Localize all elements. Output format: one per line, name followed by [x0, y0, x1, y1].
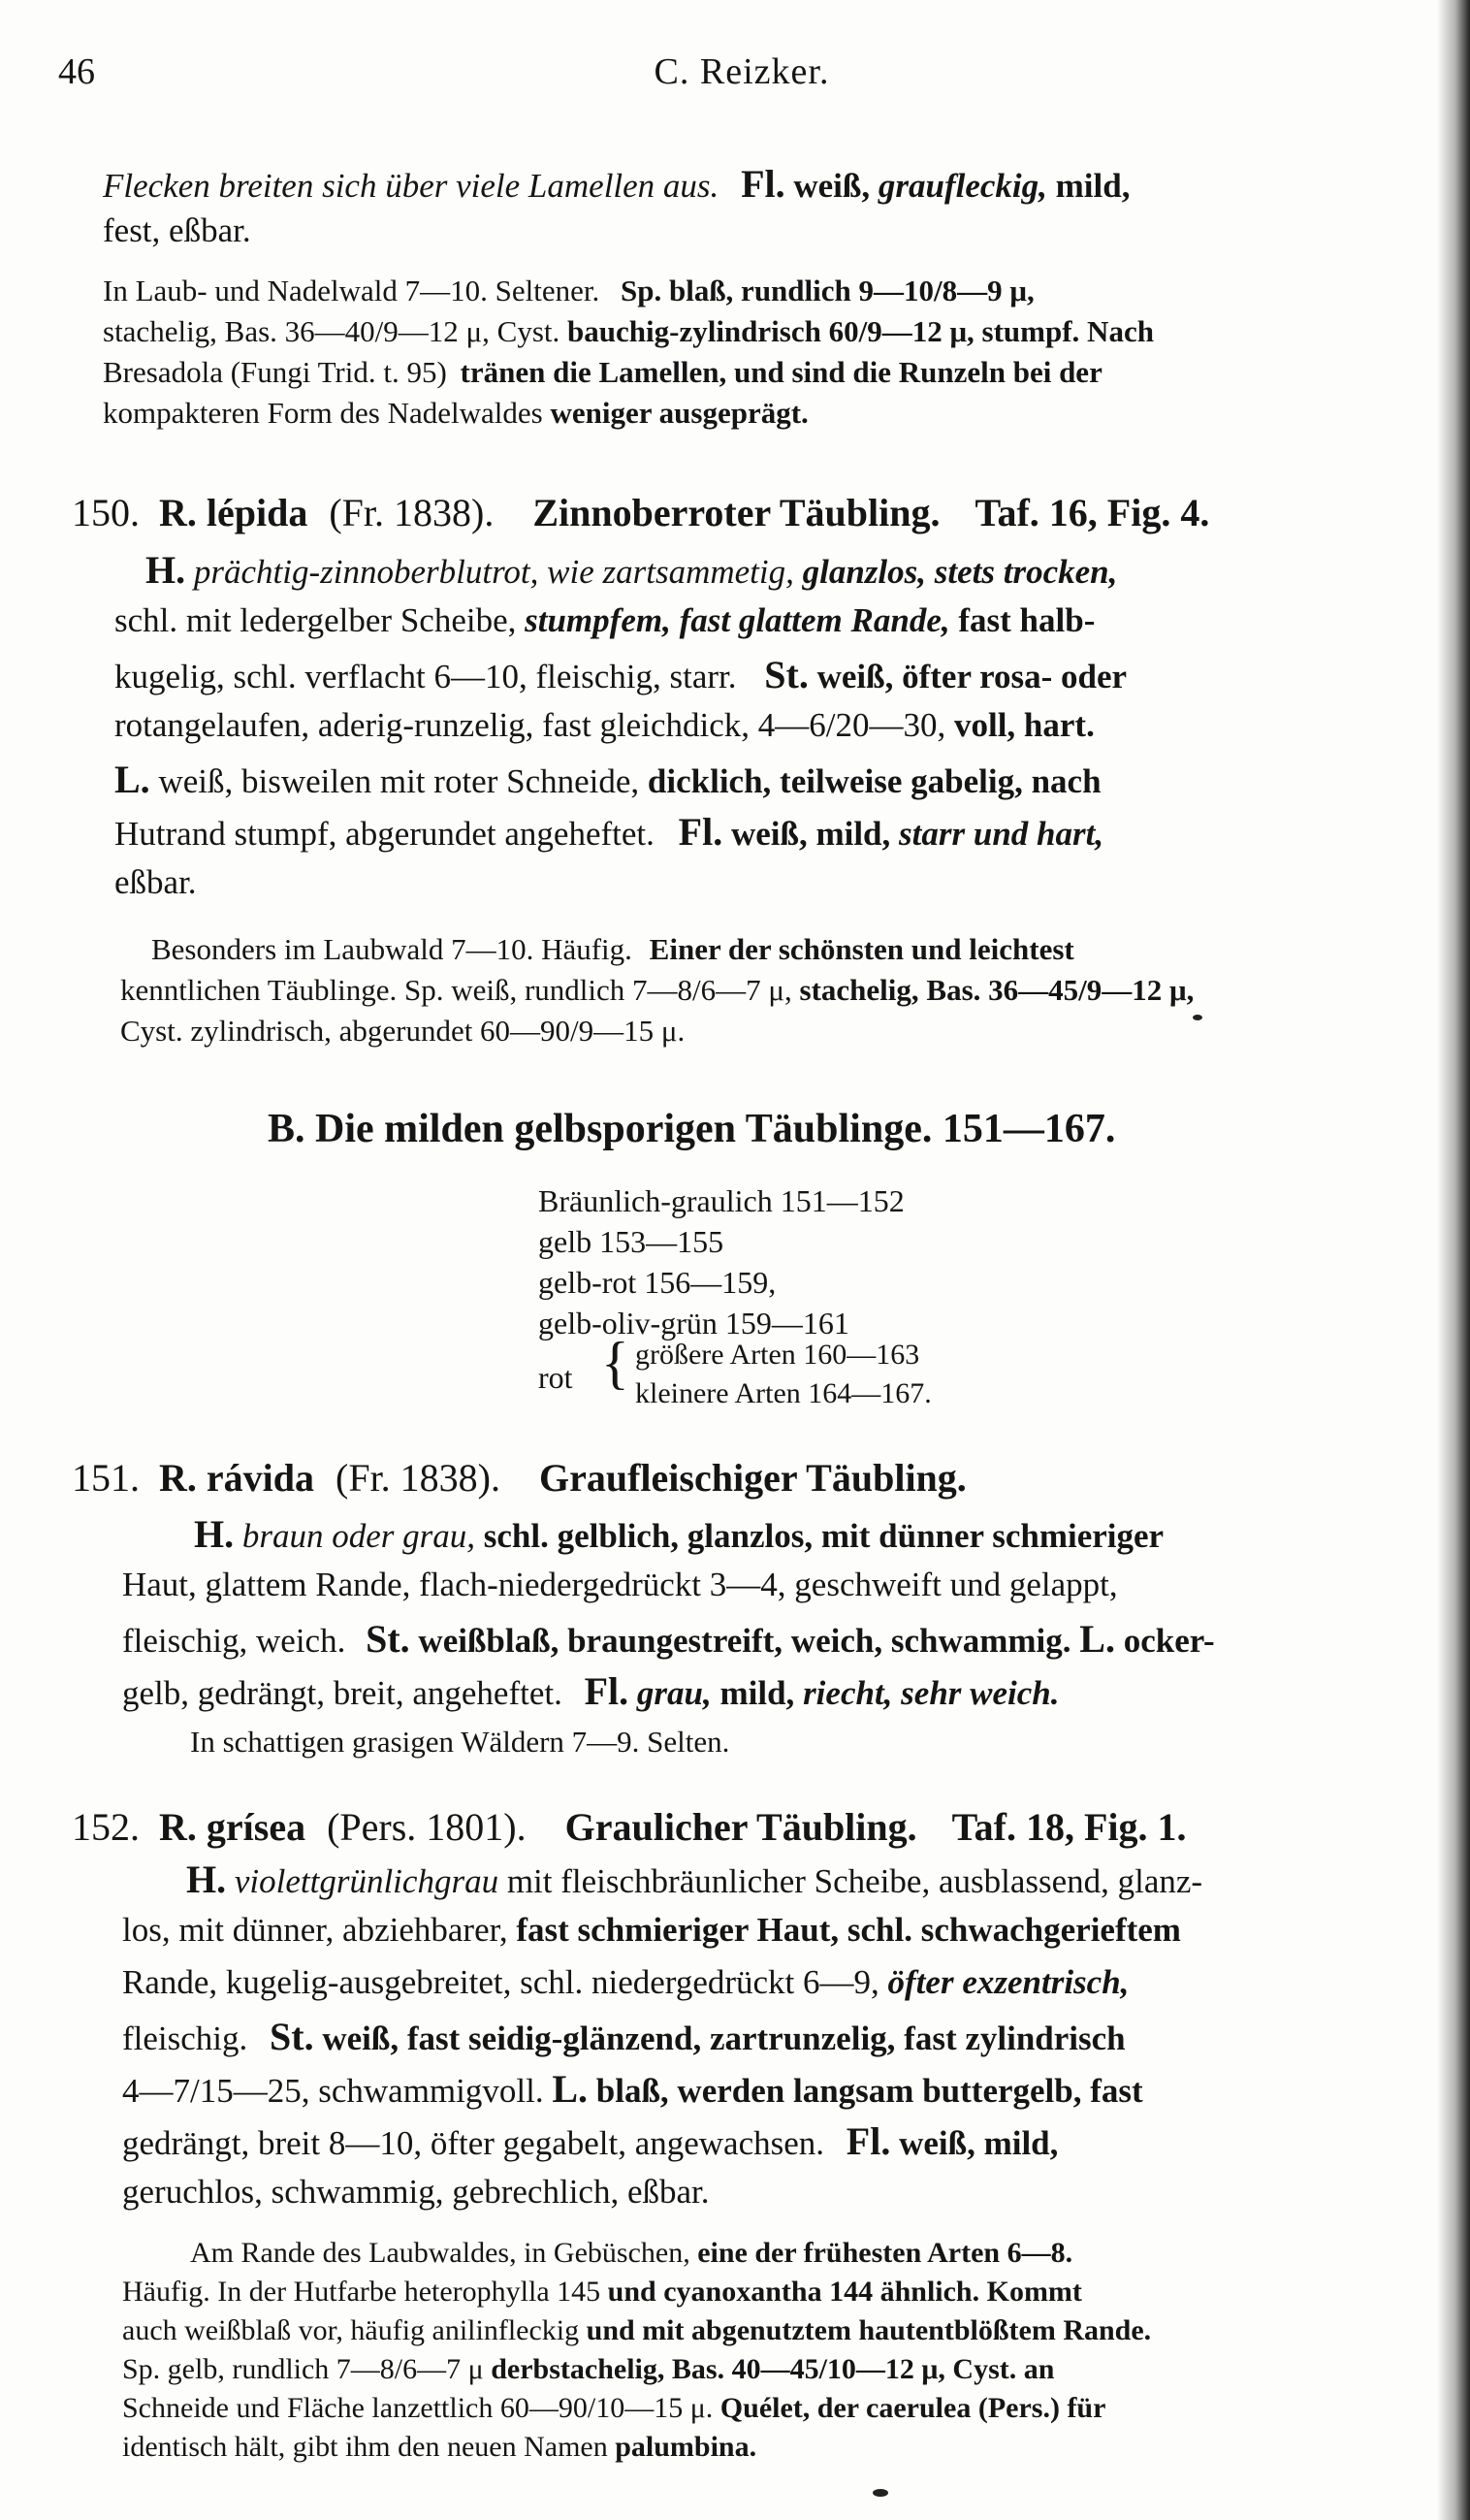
- note-line: [122, 2316, 1151, 2345]
- text-span: fast schmieriger Haut, schl. schwachgerieftem: [516, 1911, 1181, 1949]
- text-span: Sp. blaß, rundlich 9—10/8—9 μ,: [620, 274, 1035, 307]
- key-line: gelb-oliv-grün 159—161: [538, 1306, 849, 1341]
- common-name: Graufleischiger Täubling.: [539, 1456, 967, 1500]
- entry-number: 151.: [72, 1456, 140, 1500]
- text-span: Schneide und Fläche lanzettlich 60—90/10—15 μ.: [122, 2392, 714, 2424]
- gills-abbrev: L.: [114, 758, 150, 801]
- text-line: [145, 548, 1118, 592]
- cap-abbrev: H.: [145, 548, 186, 592]
- text-span: fleischig, weich.: [122, 1622, 346, 1660]
- flesh-abbrev: Fl.: [584, 1669, 629, 1713]
- text-span: gedrängt, breit 8—10, öfter gegabelt, angewachsen.: [122, 2124, 825, 2162]
- text-span: Flecken breiten sich über viele Lamellen aus.: [103, 167, 719, 205]
- text-span: Rande, kugelig-ausgebreitet, schl. niedergedrückt 6—9,: [122, 1963, 879, 2001]
- text-span: starr und hart,: [899, 815, 1104, 853]
- text-span: weiß, fast seidig-glänzend, zartrunzelig, fast zylindrisch: [322, 2019, 1126, 2057]
- plate-reference: Taf. 16, Fig. 4.: [975, 491, 1210, 534]
- page-edge-shadow: [1437, 0, 1470, 2520]
- text-line: [114, 810, 1104, 854]
- text-line: [122, 1965, 1129, 1999]
- text-line: [103, 275, 1035, 306]
- text-line: [122, 2119, 1059, 2163]
- text-line: [194, 1512, 1165, 1556]
- note-line: [122, 2394, 1105, 2423]
- flesh-abbrev: Fl.: [678, 810, 723, 854]
- text-line: [122, 2067, 1143, 2111]
- text-span: identisch hält, gibt ihm den neuen Namen: [122, 2431, 608, 2463]
- stem-abbrev: St.: [366, 1617, 410, 1661]
- text-span: dicklich, teilweise gabelig, nach: [647, 762, 1102, 800]
- key-line: Bräunlich-graulich 151—152: [538, 1183, 905, 1218]
- text-span: und mit abgenutztem hautentblößtem Rande.: [586, 2314, 1152, 2346]
- text-span: mit fleischbräunlicher Scheibe, ausblassend, glanz-: [506, 1862, 1203, 1900]
- text-span: schwammigvoll.: [318, 2072, 544, 2110]
- entry-number: 152.: [72, 1805, 140, 1849]
- key-line: kleinere Arten 164—167.: [635, 1377, 932, 1409]
- text-span: Am Rande des Laubwaldes, in Gebüschen,: [190, 2237, 690, 2269]
- text-span: mild,: [1055, 167, 1131, 205]
- text-span: Häufig. In der Hutfarbe heterophylla 145: [122, 2276, 601, 2308]
- key-line: gelb-rot 156—159,: [538, 1265, 777, 1300]
- stem-abbrev: St.: [270, 2015, 314, 2058]
- text-span: öfter exzentrisch,: [887, 1963, 1130, 2001]
- text-span: grau,: [636, 1674, 712, 1712]
- note-line: Cyst. zylindrisch, abgerundet 60—90/9—15 μ.: [120, 1014, 686, 1048]
- text-span: voll, hart.: [953, 706, 1095, 744]
- text-span: gelb, gedrängt, breit, angeheftet.: [122, 1674, 562, 1712]
- text-line: [103, 357, 1102, 387]
- text-span: Besonders im Laubwald 7—10. Häufig.: [151, 932, 632, 966]
- note-line: [122, 2278, 1082, 2307]
- text-span: kenntlichen Täublinge. Sp. weiß, rundlich 7—8/6—7 μ,: [120, 973, 792, 1007]
- stem-abbrev: St.: [764, 653, 809, 696]
- text-span: Quélet, der caerulea (Pers.) für: [719, 2392, 1106, 2424]
- running-head: C. Reizker.: [654, 51, 830, 92]
- text-span: weiß, öfter rosa- oder: [816, 658, 1128, 695]
- text-line: [122, 1669, 1060, 1713]
- text-span: weiß, mild,: [899, 2124, 1059, 2162]
- text-line: [103, 316, 1154, 346]
- key-rot-label: rot: [538, 1360, 573, 1395]
- flesh-abbrev: Fl.: [741, 162, 785, 206]
- latin-name: R. grísea: [159, 1805, 306, 1849]
- text-span: prächtig-zinnoberblutrot, wie zartsammetig,: [193, 553, 794, 591]
- author-citation: (Fr. 1838).: [329, 491, 495, 534]
- text-span: Bresadola (Fungi Trid. t. 95): [103, 355, 447, 389]
- text-span: auch weißblaß vor, häufig anilinfleckig: [122, 2314, 580, 2346]
- text-line: geruchlos, schwammig, gebrechlich, eßbar.: [122, 2173, 710, 2211]
- note-line: [151, 934, 1074, 964]
- text-line: [114, 708, 1095, 742]
- text-span: weiß,: [793, 167, 871, 205]
- section-title: B. Die milden gelbsporigen Täublinge. 151—167.: [268, 1107, 1116, 1151]
- note-line: [120, 975, 1194, 1005]
- text-span: kugelig, schl. verflacht 6—10, fleischig, starr.: [114, 658, 737, 695]
- text-span: fast halb-: [958, 601, 1096, 639]
- text-line: [186, 1860, 1202, 1899]
- text-line: [122, 2015, 1126, 2058]
- page-header: [58, 50, 1425, 99]
- text-span: los, mit dünner, abziehbarer,: [122, 1911, 508, 1949]
- text-span: braun oder grau,: [241, 1517, 476, 1555]
- text-span: eine der frühesten Arten 6—8.: [697, 2237, 1073, 2269]
- note-line: In schattigen grasigen Wäldern 7—9. Selten.: [190, 1725, 730, 1759]
- text-span: ocker-: [1123, 1622, 1215, 1660]
- text-line: [103, 398, 809, 428]
- text-span: In Laub- und Nadelwald 7—10. Seltener.: [103, 274, 600, 307]
- flesh-abbrev: Fl.: [846, 2119, 891, 2163]
- text-span: weiß, bisweilen mit roter Schneide,: [158, 762, 640, 800]
- text-span: violettgrünlichgrau: [234, 1862, 499, 1900]
- text-line: [103, 162, 1131, 206]
- curly-brace: {: [601, 1331, 629, 1395]
- text-line: [122, 1913, 1181, 1947]
- ink-speck: [1193, 1015, 1202, 1020]
- key-line: gelb 153—155: [538, 1224, 724, 1259]
- text-span: schl. gelblich, glanzlos, mit dünner schmieriger: [483, 1517, 1165, 1555]
- ink-speck: [873, 2489, 888, 2497]
- text-span: weiß, mild,: [730, 815, 891, 853]
- text-span: glanzlos, stets trocken,: [802, 553, 1118, 591]
- key-line: größere Arten 160—163: [635, 1339, 920, 1371]
- text-line: fest, eßbar.: [103, 211, 251, 249]
- text-span: weißblaß, braungestreift, weich, schwammig.: [418, 1622, 1071, 1660]
- note-line: [122, 2433, 756, 2462]
- text-span: graufleckig,: [878, 167, 1047, 205]
- entry-150-heading: [72, 490, 1209, 535]
- latin-name: R. rávida: [159, 1456, 314, 1500]
- text-span: kompakteren Form des Nadelwaldes: [103, 396, 543, 430]
- text-span: mild,: [719, 1674, 795, 1712]
- text-line: eßbar.: [114, 863, 197, 901]
- text-span: und cyanoxantha 144 ähnlich. Kommt: [607, 2276, 1082, 2308]
- text-line: [114, 603, 1095, 637]
- entry-151-heading: [72, 1455, 992, 1501]
- text-span: schl. mit ledergelber Scheibe,: [114, 601, 517, 639]
- entry-152-heading: [72, 1804, 1187, 1850]
- text-span: fleischig.: [122, 2019, 248, 2057]
- cap-abbrev: H.: [194, 1512, 235, 1556]
- plate-reference: Taf. 18, Fig. 1.: [951, 1805, 1187, 1849]
- text-span: derbstachelig, Bas. 40—45/10—12 μ, Cyst. an: [491, 2353, 1055, 2385]
- text-span: stachelig, Bas. 36—40/9—12 μ, Cyst.: [103, 314, 560, 348]
- text-span: tränen die Lamellen, und sind die Runzeln bei der: [460, 355, 1102, 389]
- text-span: Sp. gelb, rundlich 7—8/6—7 μ: [122, 2353, 484, 2385]
- note-line: [122, 2355, 1054, 2384]
- text-span: weniger ausgeprägt.: [550, 396, 809, 430]
- author-citation: (Pers. 1801).: [327, 1805, 527, 1849]
- common-name: Graulicher Täubling.: [564, 1805, 917, 1849]
- text-span: Hutrand stumpf, abgerundet angeheftet.: [114, 815, 655, 853]
- latin-name: R. lépida: [159, 491, 308, 534]
- text-span: bauchig-zylindrisch 60/9—12 μ, stumpf. Nach: [567, 314, 1154, 348]
- text-span: riecht, sehr weich.: [803, 1674, 1060, 1712]
- text-span: Einer der schönsten und leichtest: [649, 932, 1074, 966]
- gills-abbrev: L.: [552, 2067, 589, 2111]
- entry-number: 150.: [72, 491, 140, 534]
- text-line: [114, 653, 1128, 696]
- text-line: [122, 1617, 1215, 1661]
- text-span: rotangelaufen, aderig-runzelig, fast gleichdick, 4—6/20—30,: [114, 706, 946, 744]
- text-span: stachelig, Bas. 36—45/9—12 μ,: [799, 973, 1195, 1007]
- common-name: Zinnoberroter Täubling.: [532, 491, 941, 534]
- page-number: 46: [58, 51, 95, 92]
- text-span: blaß, werden langsam buttergelb, fast: [595, 2072, 1143, 2110]
- text-span: palumbina.: [615, 2431, 757, 2463]
- author-citation: (Fr. 1838).: [336, 1456, 500, 1500]
- text-line: [114, 760, 1102, 799]
- gills-abbrev: L.: [1079, 1617, 1115, 1661]
- text-span: stumpfem, fast glattem Rande,: [525, 601, 950, 639]
- text-line: Haut, glattem Rande, flach-niedergedrückt 3—4, geschweift und gelappt,: [122, 1566, 1118, 1603]
- cap-abbrev: H.: [186, 1858, 227, 1901]
- text-span: 4—7/15—25,: [122, 2072, 310, 2110]
- note-line: [190, 2239, 1072, 2268]
